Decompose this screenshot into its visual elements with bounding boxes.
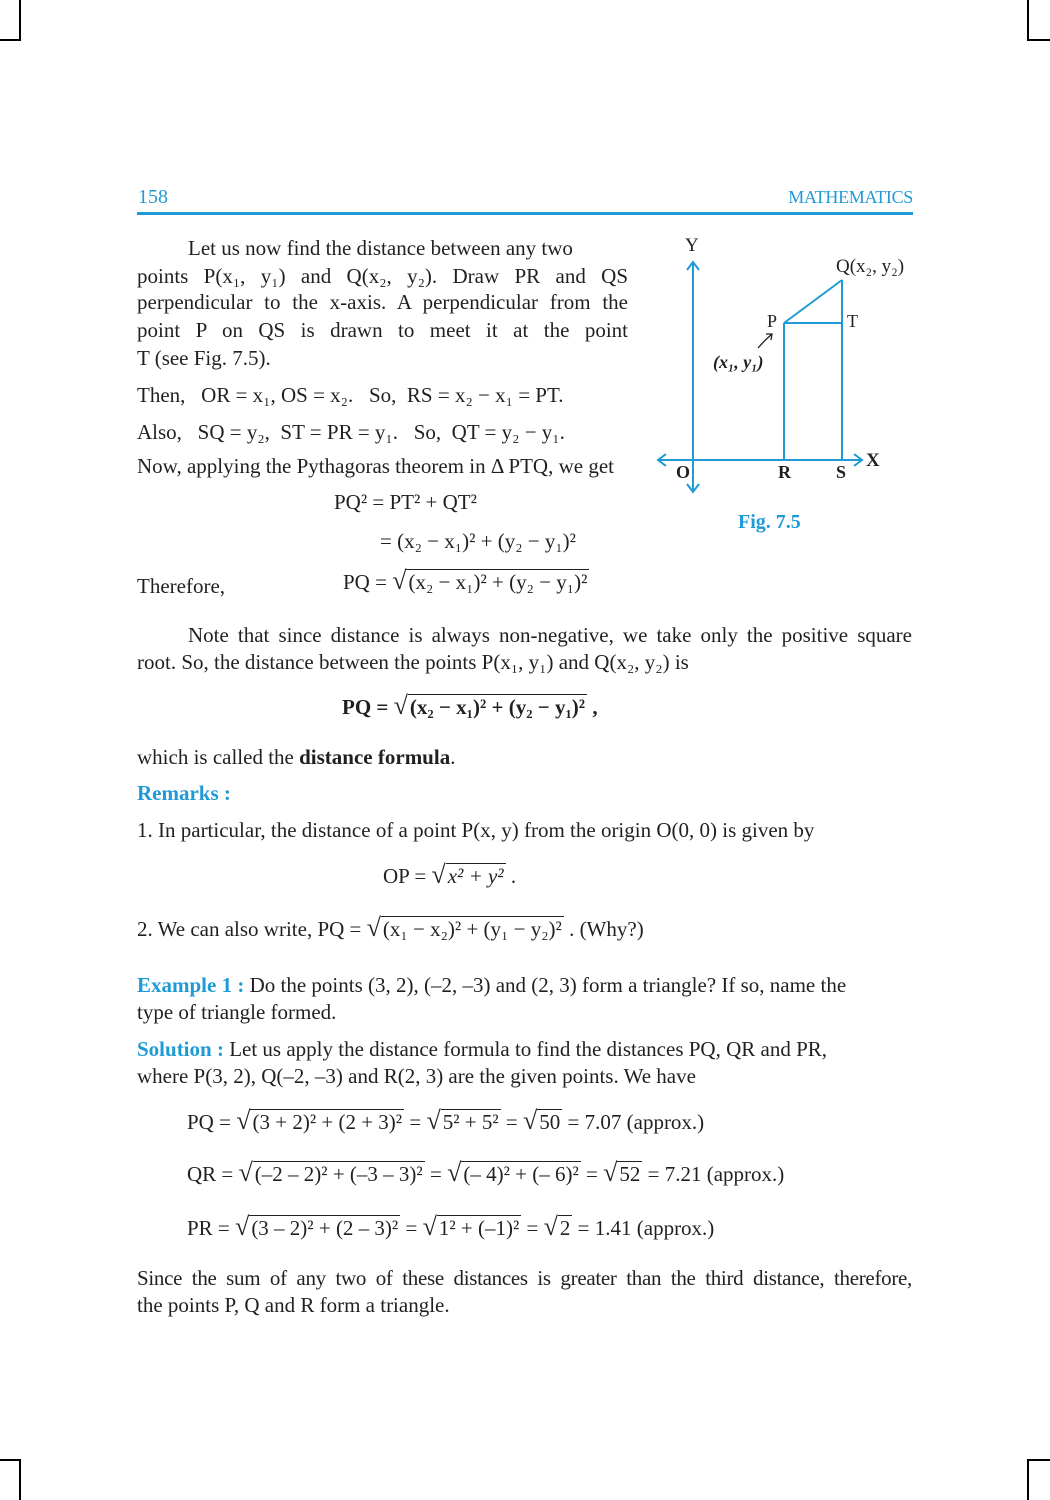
conclusion-line: the points P, Q and R form a triangle. bbox=[137, 1293, 450, 1317]
radical-icon: √ bbox=[366, 913, 381, 942]
radical-icon: √ bbox=[523, 1106, 538, 1135]
radical-icon: √ bbox=[236, 1106, 251, 1135]
solution-line bbox=[137, 1039, 827, 1060]
intro-line: point P on QS is drawn to meet it at the point bbox=[137, 318, 628, 342]
radicand: (x₂ − x₁)² + (y₂ − y₁)² bbox=[408, 570, 588, 594]
radicand: x² + y² bbox=[447, 864, 504, 888]
formula-lhs: PQ = bbox=[342, 695, 389, 719]
square-root bbox=[447, 1160, 581, 1186]
radicand: 52 bbox=[619, 1162, 641, 1186]
page-number: 158 bbox=[138, 186, 168, 208]
also-line: Also, SQ = y₂, ST = PR = y₁. So, QT = y₂ − y₁. bbox=[137, 420, 565, 444]
remark-2-prefix: 2. We can also write, PQ = bbox=[137, 917, 362, 941]
intro-line: perpendicular to the x-axis. A perpendicular from the bbox=[137, 290, 628, 314]
label-origin: O bbox=[676, 462, 691, 482]
distance-row-pq: PQ = √(3 + 2)² + (2 + 3)² = √5² + 5² = √50 = 7.07 (approx.) bbox=[187, 1106, 705, 1135]
equation-expanded: = (x₂ − x₁)² + (y₂ − y₁)² bbox=[380, 529, 576, 553]
square-root bbox=[523, 1108, 562, 1134]
figure-caption: Fig. 7.5 bbox=[738, 511, 801, 533]
label-s: S bbox=[836, 462, 847, 482]
radicand: (3 – 2)² + (2 – 3)² bbox=[251, 1216, 399, 1240]
label-p: P bbox=[767, 311, 778, 331]
called-bold: distance formula bbox=[299, 745, 451, 769]
square-root bbox=[603, 1160, 642, 1186]
radicand: (– 4)² + (– 6)² bbox=[463, 1162, 579, 1186]
example-line: type of triangle formed. bbox=[137, 1000, 337, 1024]
solution-line: where P(3, 2), Q(–2, –3) and R(2, 3) are the given points. We have bbox=[137, 1064, 696, 1088]
radical-icon: √ bbox=[447, 1158, 462, 1187]
label-t: T bbox=[847, 311, 858, 331]
equation-pythagoras: PQ² = PT² + QT² bbox=[334, 490, 477, 514]
square-root bbox=[392, 568, 589, 594]
equation-lhs: PQ = bbox=[343, 570, 387, 594]
radical-icon: √ bbox=[238, 1158, 253, 1187]
row-result: = 7.21 (approx.) bbox=[647, 1162, 785, 1186]
square-root bbox=[426, 1108, 500, 1134]
label-x-axis: X bbox=[866, 450, 880, 471]
radicand: 5² + 5² bbox=[442, 1110, 499, 1134]
radicand: 2 bbox=[559, 1216, 571, 1240]
pointer-arrow-icon bbox=[758, 334, 772, 348]
called-suffix: . bbox=[450, 745, 456, 769]
book-title: MATHEMATICS bbox=[788, 187, 913, 207]
radicand: (3 + 2)² + (2 + 3)² bbox=[252, 1110, 403, 1134]
intro-line: T (see Fig. 7.5). bbox=[137, 346, 271, 370]
solution-text: Let us apply the distance formula to find the distances PQ, QR and PR, bbox=[229, 1037, 828, 1061]
remark-2-tail: . (Why?) bbox=[569, 917, 644, 941]
square-root bbox=[367, 915, 564, 941]
intro-line: Let us now find the distance between any two bbox=[188, 236, 573, 260]
label-r: R bbox=[778, 462, 791, 482]
square-root bbox=[235, 1214, 400, 1240]
note-line: Note that since distance is always non-negative, we take only the positive square bbox=[188, 623, 912, 647]
radicand: (x₂ − x₁)² + (y₂ − y₁)² bbox=[409, 695, 586, 719]
op-formula bbox=[383, 862, 516, 888]
radical-icon: √ bbox=[393, 691, 408, 720]
note-line: root. So, the distance between the points P(x₁, y₁) and Q(x₂, y₂) is bbox=[137, 650, 689, 674]
square-root bbox=[423, 1214, 522, 1240]
remarks-heading: Remarks : bbox=[137, 781, 231, 805]
crop-mark-bottom-right bbox=[1027, 1459, 1029, 1500]
now-line: Now, applying the Pythagoras theorem in Δ PTQ, we get bbox=[137, 454, 614, 478]
then-line: Then, OR = x₁, OS = x₂. So, RS = x₂ − x₁ = PT. bbox=[137, 383, 564, 407]
radicand: (x₁ − x₂)² + (y₁ − y₂)² bbox=[382, 917, 562, 941]
radical-icon: √ bbox=[603, 1158, 618, 1187]
row-lhs: QR = bbox=[187, 1162, 234, 1186]
crop-mark-bottom-left bbox=[19, 1459, 21, 1500]
op-lhs: OP = bbox=[383, 864, 427, 888]
square-root bbox=[394, 693, 587, 719]
radical-icon: √ bbox=[235, 1212, 250, 1241]
example-label: Example 1 : bbox=[137, 973, 245, 997]
crop-mark-bottom-left-h bbox=[0, 1459, 21, 1461]
row-result: = 1.41 (approx.) bbox=[577, 1216, 715, 1240]
remark-2 bbox=[137, 915, 644, 941]
solution-label: Solution : bbox=[137, 1037, 224, 1061]
radical-icon: √ bbox=[392, 566, 407, 595]
radical-icon: √ bbox=[422, 1212, 437, 1241]
called-prefix: which is called the bbox=[137, 745, 300, 769]
line-PQ bbox=[784, 280, 842, 323]
therefore-label: Therefore, bbox=[137, 574, 226, 598]
distance-row-pr: PR = √(3 – 2)² + (2 – 3)² = √1² + (–1)² = √2 = 1.41 (approx.) bbox=[187, 1212, 715, 1241]
remark-1: 1. In particular, the distance of a point P(x, y) from the origin O(0, 0) is given by bbox=[137, 818, 815, 842]
op-tail: . bbox=[510, 864, 517, 888]
example-text: Do the points (3, 2), (–2, –3) and (2, 3) form a triangle? If so, name the bbox=[249, 973, 847, 997]
radicand: (–2 – 2)² + (–3 – 3)² bbox=[254, 1162, 423, 1186]
figure-7-5 bbox=[0, 0, 1050, 560]
distance-formula bbox=[342, 693, 598, 719]
square-root bbox=[544, 1214, 573, 1240]
distance-row-qr: QR = √(–2 – 2)² + (–3 – 3)² = √(– 4)² + (– 6)² = √52 = 7.21 (approx.) bbox=[187, 1158, 785, 1187]
label-q: Q(x₂, y₂) bbox=[836, 256, 905, 277]
row-lhs: PR = bbox=[187, 1216, 230, 1240]
row-result: = 7.07 (approx.) bbox=[567, 1110, 705, 1134]
radical-icon: √ bbox=[426, 1106, 441, 1135]
equation-distance bbox=[343, 568, 589, 594]
square-root bbox=[431, 862, 505, 888]
radical-icon: √ bbox=[431, 860, 446, 889]
square-root bbox=[239, 1160, 425, 1186]
conclusion-line: Since the sum of any two of these distances is greater than the third distance, therefore, bbox=[137, 1266, 912, 1290]
radicand: 1² + (–1)² bbox=[438, 1216, 520, 1240]
radical-icon: √ bbox=[543, 1212, 558, 1241]
formula-tail: , bbox=[592, 695, 598, 719]
called-line bbox=[137, 747, 455, 768]
example-line bbox=[137, 975, 846, 996]
row-lhs: PQ = bbox=[187, 1110, 231, 1134]
radicand: 50 bbox=[539, 1110, 561, 1134]
square-root bbox=[236, 1108, 404, 1134]
intro-line: points P(x₁, y₁) and Q(x₂, y₂). Draw PR and QS bbox=[137, 264, 628, 288]
label-y-axis: Y bbox=[685, 235, 699, 256]
label-p-coord: (x₁, y₁) bbox=[713, 352, 764, 372]
crop-mark-bottom-right-h bbox=[1027, 1459, 1050, 1461]
